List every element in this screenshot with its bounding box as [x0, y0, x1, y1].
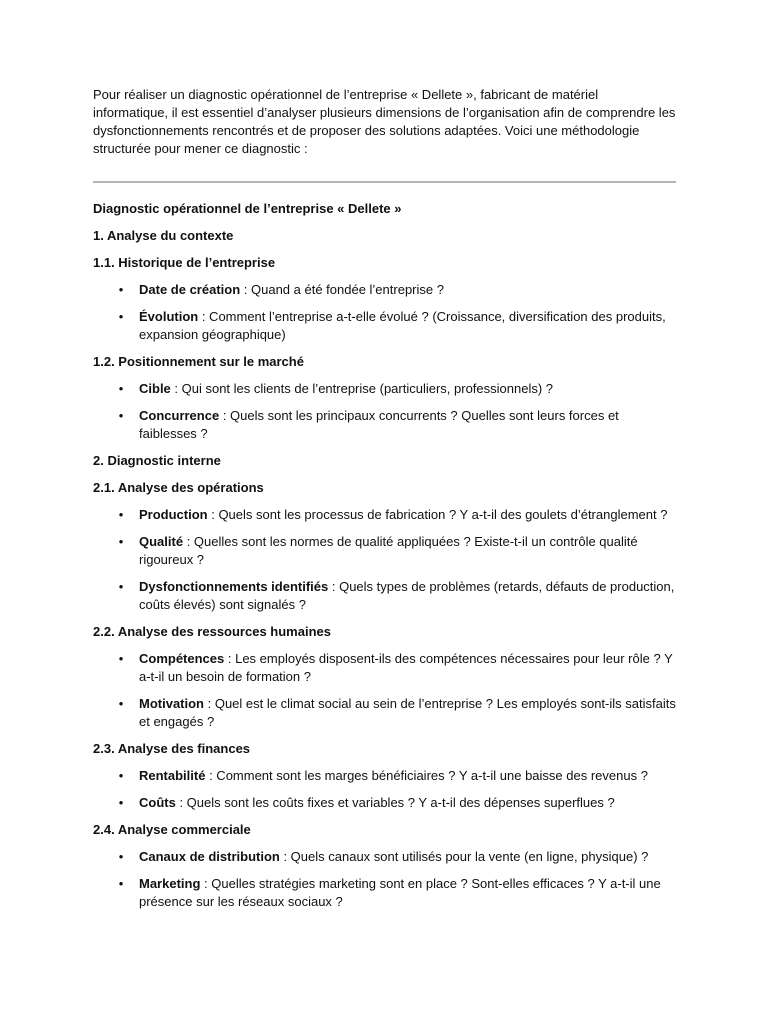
bullet-item — [93, 650, 676, 686]
item-term: Évolution — [139, 309, 199, 324]
item-text: : Quels sont les coûts fixes et variables ? Y a-t-il des dépenses superflues ? — [175, 795, 615, 810]
item-text: : Quels canaux sont utilisés pour la vente (en ligne, physique) ? — [279, 849, 649, 864]
item-text: : Quels sont les processus de fabrication ? Y a-t-il des goulets d’étranglement ? — [207, 507, 668, 522]
bullet-icon: • — [118, 768, 124, 783]
document-body — [93, 227, 676, 911]
bullet-item — [93, 794, 676, 812]
bullet-item — [93, 308, 676, 344]
bullet-icon: • — [118, 579, 124, 594]
item-text: : Qui sont les clients de l’entreprise (particuliers, professionnels) ? — [170, 381, 554, 396]
item-text: : Quand a été fondée l’entreprise ? — [240, 282, 444, 297]
document-title: Diagnostic opérationnel de l’entreprise « Dellete » — [93, 201, 402, 216]
bullet-icon: • — [118, 309, 124, 324]
bullet-list — [93, 650, 676, 731]
bullet-item — [93, 578, 676, 614]
item-term: Canaux de distribution — [139, 849, 280, 864]
item-term: Rentabilité — [139, 768, 206, 783]
subsection-heading: 2.1. Analyse des opérations — [93, 480, 264, 495]
item-term: Motivation — [139, 696, 204, 711]
section-heading: 1. Analyse du contexte — [93, 228, 234, 243]
bullet-icon: • — [118, 795, 124, 810]
item-text: : Quel est le climat social au sein de l’entreprise ? Les employés sont-ils satisfaits et engagés ? — [139, 696, 676, 729]
item-text: : Comment l’entreprise a-t-elle évolué ? (Croissance, diversification des produits, expansion géographique) — [139, 309, 666, 342]
item-term: Qualité — [139, 534, 184, 549]
horizontal-divider — [93, 181, 676, 183]
item-term: Cible — [139, 381, 171, 396]
subsection-heading: 2.4. Analyse commerciale — [93, 822, 251, 837]
item-term: Coûts — [139, 795, 176, 810]
item-text: : Quelles stratégies marketing sont en place ? Sont-elles efficaces ? Y a-t-il une présence sur les réseaux sociaux ? — [139, 876, 661, 909]
bullet-item — [93, 506, 676, 524]
bullet-icon: • — [118, 849, 124, 864]
bullet-list — [93, 380, 676, 443]
item-text: : Quels sont les principaux concurrents ? Quelles sont leurs forces et faiblesses ? — [139, 408, 619, 441]
item-term: Date de création — [139, 282, 241, 297]
subsection-heading: 2.2. Analyse des ressources humaines — [93, 624, 331, 639]
bullet-icon: • — [118, 696, 124, 711]
subsection-heading: 1.1. Historique de l’entreprise — [93, 255, 276, 270]
intro-paragraph: Pour réaliser un diagnostic opérationnel de l’entreprise « Dellete », fabricant de matériel informatique, il est essentiel d’analyser plusieurs dimensions de l’organisation afin de comprendre les dysfonctionnements rencontrés et de proposer des solutions adaptées. Voici une méthodologie structurée pour mener ce diagnostic : — [93, 87, 676, 156]
bullet-item — [93, 533, 676, 569]
item-term: Production — [139, 507, 208, 522]
bullet-item — [93, 875, 676, 911]
bullet-icon: • — [118, 282, 124, 297]
subsection-heading: 2.3. Analyse des finances — [93, 741, 251, 756]
item-term: Dysfonctionnements identifiés — [139, 579, 329, 594]
bullet-item — [93, 407, 676, 443]
bullet-item — [93, 281, 676, 299]
bullet-item — [93, 767, 676, 785]
bullet-icon: • — [118, 534, 124, 549]
item-term: Concurrence — [139, 408, 220, 423]
item-text: : Quels types de problèmes (retards, défauts de production, coûts élevés) sont signalés ? — [139, 579, 675, 612]
subsection-heading: 1.2. Positionnement sur le marché — [93, 354, 304, 369]
bullet-item — [93, 380, 676, 398]
item-text: : Quelles sont les normes de qualité appliquées ? Existe-t-il un contrôle qualité rigoureux ? — [139, 534, 638, 567]
item-text: : Comment sont les marges bénéficiaires ? Y a-t-il une baisse des revenus ? — [205, 768, 648, 783]
bullet-icon: • — [118, 408, 124, 423]
item-text: : Les employés disposent-ils des compétences nécessaires pour leur rôle ? Y a-t-il un besoin de formation ? — [139, 651, 673, 684]
bullet-icon: • — [118, 651, 124, 666]
bullet-list — [93, 506, 676, 614]
bullet-item — [93, 695, 676, 731]
bullet-icon: • — [118, 381, 124, 396]
bullet-list — [93, 848, 676, 911]
bullet-icon: • — [118, 507, 124, 522]
bullet-list — [93, 767, 676, 812]
item-term: Compétences — [139, 651, 225, 666]
section-heading: 2. Diagnostic interne — [93, 453, 221, 468]
bullet-item — [93, 848, 676, 866]
item-term: Marketing — [139, 876, 201, 891]
bullet-list — [93, 281, 676, 344]
bullet-icon: • — [118, 876, 124, 891]
